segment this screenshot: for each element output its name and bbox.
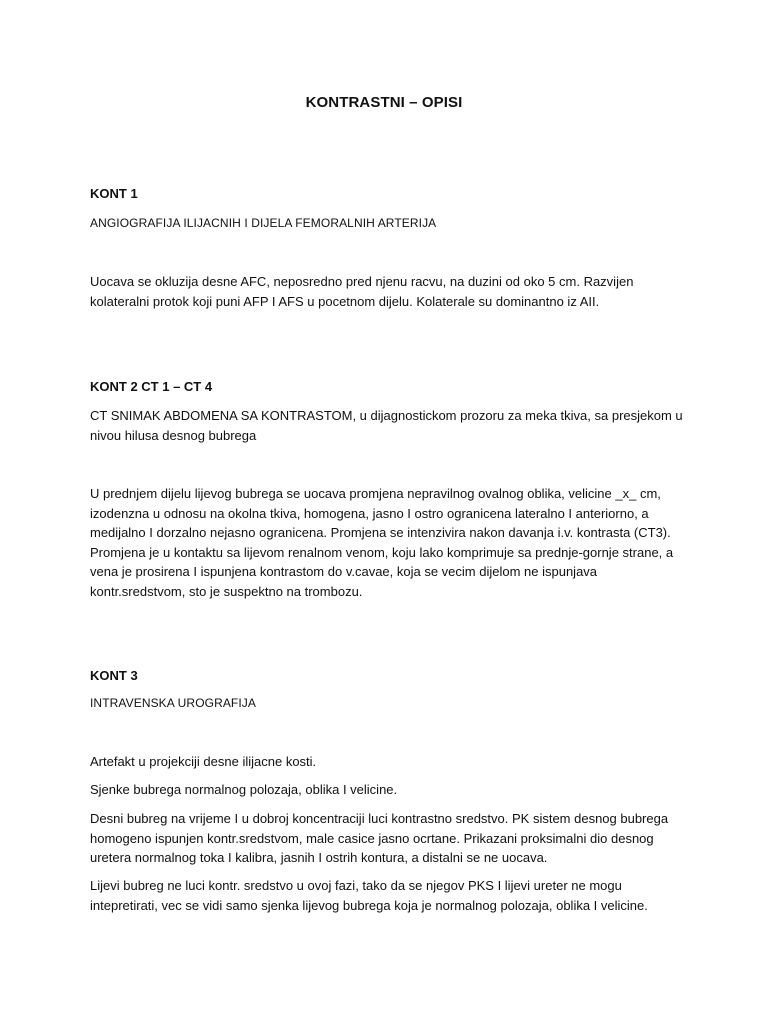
section-1-text: Uocava se okluzija desne AFC, neposredno pred njenu racvu, na duzini od oko 5 cm. Razvijen kolateralni protok koji puni AFP I AFS u pocetnom dijelu. Kolaterale su dominantno iz AII. [90, 274, 634, 309]
section-3-heading: KONT 3 [90, 668, 138, 683]
section-2-heading: KONT 2 CT 1 – CT 4 [90, 379, 213, 394]
section-3-paragraph-1: Artefakt u projekciji desne ilijacne kosti. [90, 754, 317, 769]
section-3-paragraph-3: Desni bubreg na vrijeme I u dobroj koncentraciji luci kontrastno sredstvo. PK sistem desnog bubrega homogeno ispunjen kontr.sredstvom, male casice jasno ocrtane. Prikazani proksimalni dio desnog uretera normalnog toka I kalibra, jasnih I ostrih kontura, a distalni se ne uocava. [90, 811, 669, 865]
section-2-text: U prednjem dijelu lijevog bubrega se uocava promjena nepravilnog ovalnog oblika, velicine _x_ cm, izodenzna u odnosu na okolna tkiva, homogena, jasno I ostro ogranicena lateralno I anteriorno, a medijalno I dorzalno nejasno ogranicena. Promjena se intenzivira nakon davanja i.v. kontrasta (CT3). Promjena je u kontaktu sa lijevom renalnom venom, koju lako komprimuje sa prednje-gornje strane, a vena je prosirena I ispunjena kontrastom do v.cavae, koja se vecim dijelom ne ispunjava kontr.sredstvom, sto je suspektno na trombozu. [90, 486, 674, 599]
section-2-subtitle: CT SNIMAK ABDOMENA SA KONTRASTOM, u dijagnostickom prozoru za meka tkiva, sa presjekom u nivou hilusa desnog bubrega [90, 408, 683, 443]
section-1-subtitle: ANGIOGRAFIJA ILIJACNIH I DIJELA FEMORALNIH ARTERIJA [90, 216, 437, 230]
section-3-paragraph-4: Lijevi bubreg ne luci kontr. sredstvo u ovoj fazi, tako da se njegov PKS I lijevi ureter ne mogu intepretirati, vec se vidi samo sjenka lijevog bubrega koja je normalnog polozaja, oblika I velicine. [90, 878, 648, 913]
section-1-heading: KONT 1 [90, 186, 138, 201]
section-2-paragraph [90, 484, 690, 601]
section-1-paragraph [90, 272, 690, 311]
section-3-subtitle: INTRAVENSKA UROGRAFIJA [90, 696, 257, 710]
document-title: KONTRASTNI – OPISI [305, 94, 463, 111]
section-3-paragraph-2: Sjenke bubrega normalnog polozaja, oblika I velicine. [90, 782, 398, 797]
